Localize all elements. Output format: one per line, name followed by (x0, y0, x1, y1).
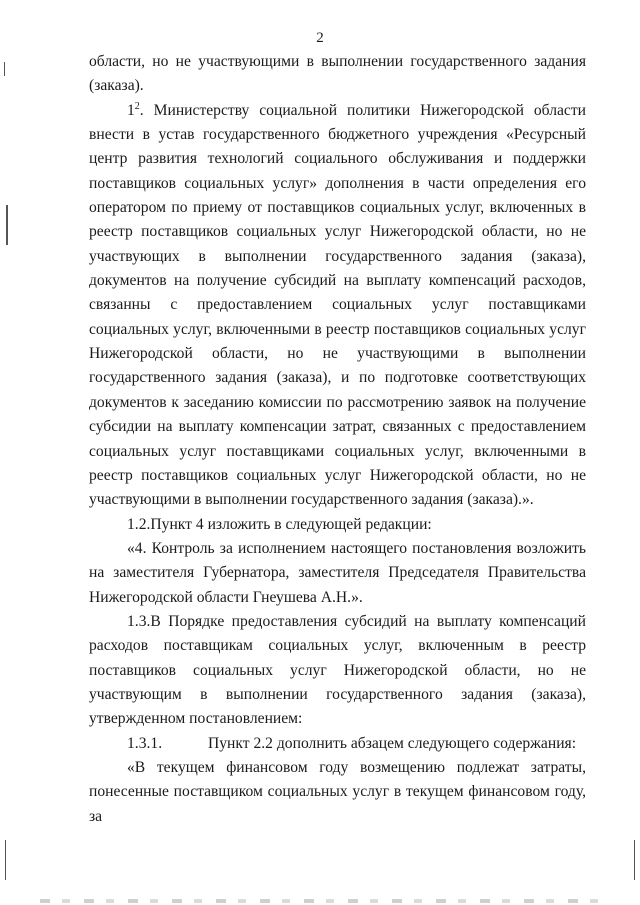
paragraph-1-3: 1.3.В Порядке предоставления субсидий на выплату компенсаций расходов поставщикам социальных услуг, включенным в реестр поставщиков социальных услуг Нижегородской области, но не участвующим в выполнении государственного задания (заказа), утвержденном постановлением: (89, 612, 586, 728)
paragraph-number: 1 (127, 101, 135, 119)
paragraph-control-clause: «4. Контроль за исполнением настоящего постановления возложить на заместителя Губернатора, заместителя Председателя Правительства Нижегородской области Гнеушева А.Н.». (89, 539, 586, 606)
paragraph-text: Пункт 2.2 дополнить абзацем следующего содержания: (208, 734, 577, 752)
paragraph-number: 1.3.1. (127, 734, 163, 752)
paragraph-continuation: области, но не участвующими в выполнении государственного задания (заказа). (89, 53, 586, 95)
scan-mark-right-bottom (634, 840, 635, 880)
paragraph-1-3-1 (89, 732, 586, 756)
scan-mark-left-top (4, 62, 5, 76)
paragraph-1-2-ministry (89, 99, 586, 513)
paragraph-superscript: 2 (134, 100, 140, 112)
document-body (89, 50, 586, 829)
paragraph-text: . Министерству социальной политики Нижегородской области внести в устав государственного бюджетного учреждения «Ресурсный центр развития технологий социального обслуживания и поддержки поставщиков социальных услуг» дополнения в части определения его оператором по приему от поставщиков социальных услуг, включенных в реестр поставщиков социальных услуг Нижегородской области, но не участвующих в выполнении государственного задания (заказа), документов на получение субсидий на выплату компенсаций расходов, связанны с предоставлением социальных услуг поставщиками социальных услуг, включенными в реестр поставщиков социальных услуг Нижегородской области, но не участвующими в выполнении государственного задания (заказа), и по подготовке соответствующих документов к заседанию комиссии по рассмотрению заявок на получение субсидии на выплату компенсации затрат, связанных с предоставлением социальных услуг поставщиками социальных услуг, включенными в реестр поставщиков социальных услуг Нижегородской области, но не участвующими в выполнении государственного задания (заказа).». (89, 101, 586, 509)
page-number: 2 (316, 30, 324, 46)
paragraph-1-2: 1.2.Пункт 4 изложить в следующей редакции: (127, 515, 432, 533)
scan-mark-left-mid (6, 205, 8, 245)
paragraph-current-year: «В текущем финансовом году возмещению подлежат затраты, понесенные поставщиком социальных услуг в текущем финансовом году, за (89, 758, 586, 825)
scan-mark-left-bottom (5, 840, 6, 880)
scan-edge-artifacts (40, 899, 600, 903)
